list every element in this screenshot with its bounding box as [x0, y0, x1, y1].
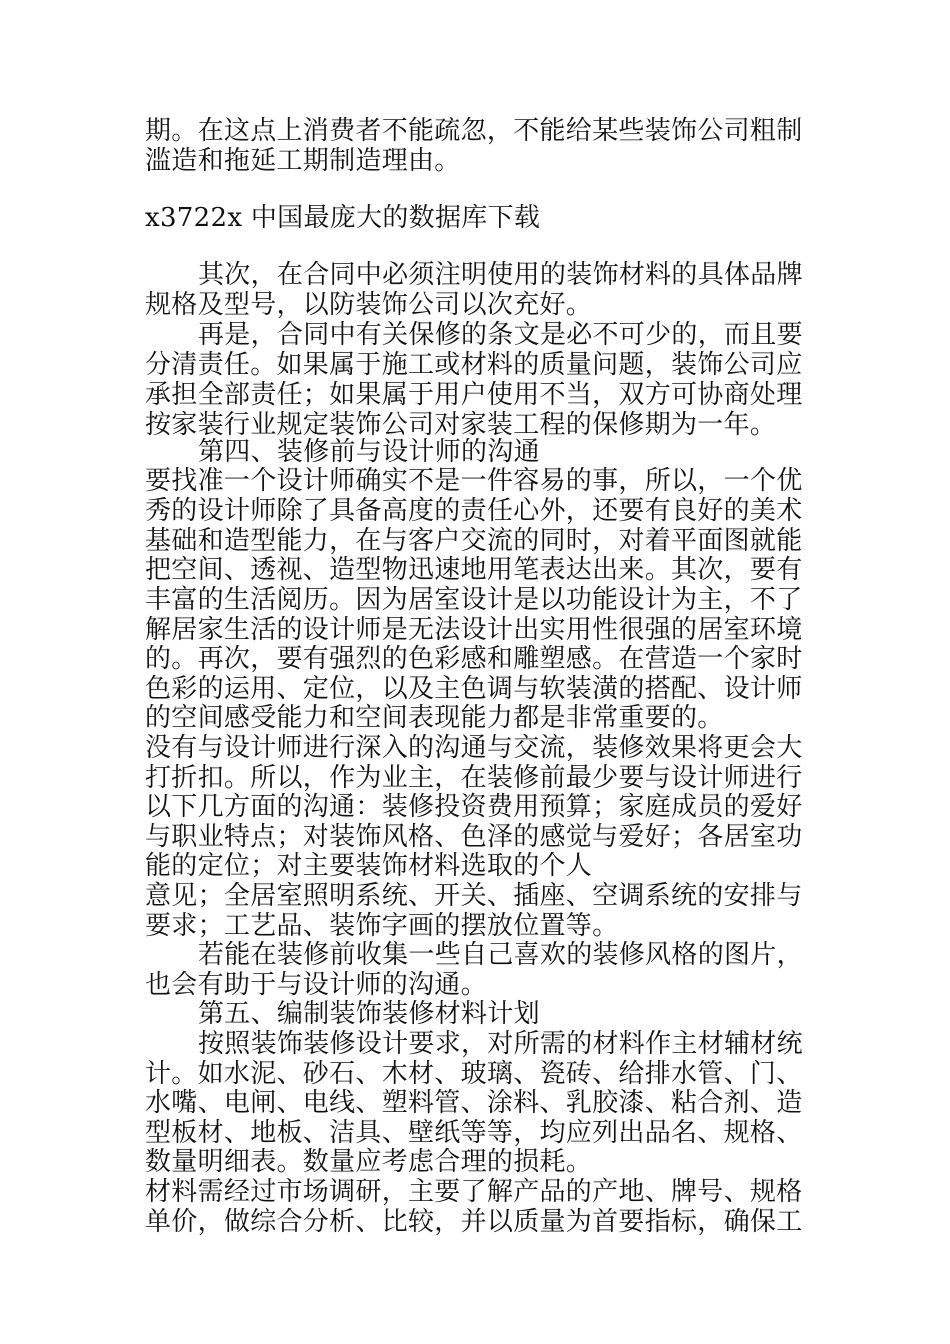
text-line: 再是，合同中有关保修的条文是必不可少的，而且要: [198, 320, 803, 350]
text-line: 丰富的生活阅历。因为居室设计是以功能设计为主，不了: [145, 585, 803, 615]
text-line: 期。在这点上消费者不能疏忽，不能给某些装饰公司粗制: [145, 116, 803, 146]
text-line: 计。如水泥、砂石、木材、玻璃、瓷砖、给排水管、门、: [145, 1059, 803, 1089]
text-line: 意见；全居室照明系统、开关、插座、空调系统的安排与: [145, 881, 803, 911]
text-line: 单价，做综合分析、比较，并以质量为首要指标，确保工: [145, 1207, 803, 1237]
text-line: 型板材、地板、洁具、壁纸等等，均应列出品名、规格、: [145, 1118, 803, 1148]
text-line: 秀的设计师除了具备高度的责任心外，还要有良好的美术: [145, 496, 803, 526]
text-line: 的空间感受能力和空间表现能力都是非常重要的。: [145, 703, 724, 733]
text-line: 色彩的运用、定位，以及主色调与软装潢的搭配、设计师: [145, 674, 803, 704]
text-line: 基础和造型能力，在与客户交流的同时，对着平面图就能: [145, 526, 803, 556]
download-notice: x3722x 中国最庞大的数据库下载: [145, 203, 541, 233]
text-line: 与职业特点；对装饰风格、色泽的感觉与爱好；各居室功: [145, 822, 803, 852]
text-line: 数量明细表。数量应考虑合理的损耗。: [145, 1147, 593, 1177]
text-line: 以下几方面的沟通：装修投资费用预算；家庭成员的爱好: [145, 792, 803, 822]
section-heading: 第五、编制装饰装修材料计划: [198, 999, 540, 1029]
text-line: 打折扣。所以，作为业主，在装修前最少要与设计师进行: [145, 763, 803, 793]
text-line: 把空间、透视、造型物迅速地用笔表达出来。其次，要有: [145, 555, 803, 585]
text-line: 能的定位；对主要装饰材料选取的个人: [145, 851, 593, 881]
text-line: 没有与设计师进行深入的沟通与交流，装修效果将更会大: [145, 733, 803, 763]
text-line: 承担全部责任；如果属于用户使用不当，双方可协商处理: [145, 380, 803, 410]
text-line: 要求；工艺品、装饰字画的摆放位置等。: [145, 911, 619, 941]
text-line: 滥造和拖延工期制造理由。: [145, 146, 461, 176]
text-line: 规格及型号，以防装饰公司以次充好。: [145, 290, 593, 320]
text-line: 其次，在合同中必须注明使用的装饰材料的具体品牌: [198, 260, 803, 290]
text-line: 解居家生活的设计师是无法设计出实用性很强的居室环境: [145, 615, 803, 645]
text-line: 也会有助于与设计师的沟通。: [145, 970, 487, 1000]
text-line: 若能在装修前收集一些自己喜欢的装修风格的图片，: [198, 940, 803, 970]
text-line: 按家装行业规定装饰公司对家装工程的保修期为一年。: [145, 410, 777, 440]
section-heading: 第四、装修前与设计师的沟通: [198, 437, 540, 467]
text-line: 水嘴、电闸、电线、塑料管、涂料、乳胶漆、粘合剂、造: [145, 1088, 803, 1118]
text-line: 分清责任。如果属于施工或材料的质量问题，装饰公司应: [145, 350, 803, 380]
text-line: 材料需经过市场调研，主要了解产品的产地、牌号、规格: [145, 1177, 803, 1207]
text-line: 按照装饰装修设计要求，对所需的材料作主材辅材统: [198, 1029, 803, 1059]
text-line: 的。再次，要有强烈的色彩感和雕塑感。在营造一个家时: [145, 644, 803, 674]
text-line: 要找准一个设计师确实不是一件容易的事，所以，一个优: [145, 466, 803, 496]
